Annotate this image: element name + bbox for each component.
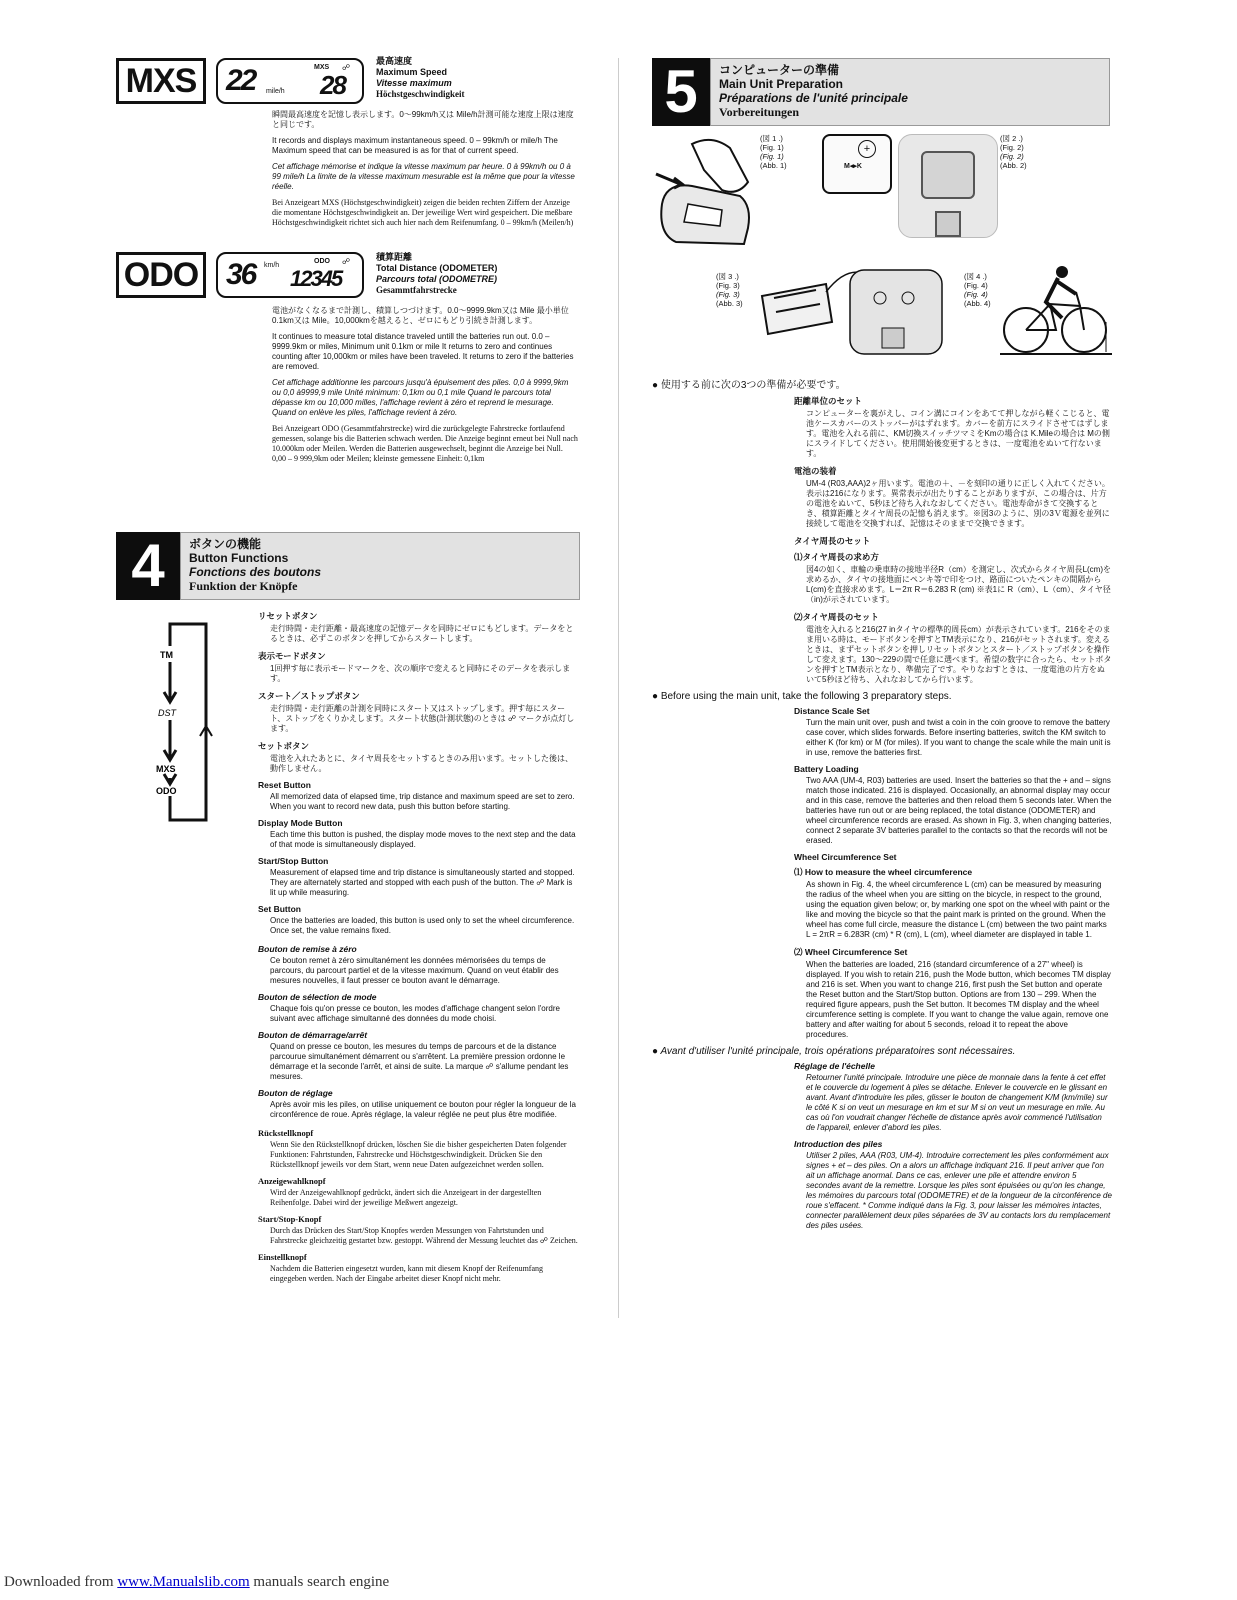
lcd-value: 12345 bbox=[290, 266, 342, 291]
buttons-jp bbox=[258, 610, 580, 774]
footer-suffix: manuals search engine bbox=[249, 1574, 390, 1590]
sec5-jp-heading-3: ⑴タイヤ周長の求め方 bbox=[794, 552, 879, 562]
odo-mode-box: ODO bbox=[116, 252, 206, 298]
sec5-en-text-0: Turn the main unit over, push and twist a coin in the coin groove to remove the battery case cover, which slides forwards. Before inserting batteries, switch the KM switch to either K (for km) or M (for miles). If you want to change the scale while the main unit is in use, remove the batteries first. bbox=[806, 718, 1111, 757]
prep-en bbox=[794, 706, 1112, 1040]
buttons-fr bbox=[258, 944, 580, 1120]
section-4-content bbox=[258, 606, 580, 1290]
buttons-en bbox=[258, 780, 580, 936]
section-5-content bbox=[652, 376, 1112, 1237]
sec4-fr-text-0: Ce bouton remet à zéro simultanément les données mémorisées du temps de parcours, du parcourt partiel et de la vitesse maximum. Quand on veut établir des mesures nouvelles, il faut presser ce bouton avant le démarrage. bbox=[270, 956, 559, 985]
fig1-coin-cover-illustration bbox=[652, 134, 760, 254]
sec4-de-heading-3: Einstellknopf bbox=[258, 1252, 307, 1262]
sec5-en-text-3: As shown in Fig. 4, the wheel circumference L (cm) can be measured by measuring the radius of the wheel when you are sitting on the bicycle, in respect to the ground, using the equation given below; or, by marking one spot on the wheel with paint or the like and moving the bicycle so that the paint mark is printed on the ground. When the wheel has come full circle, measure the distance L (cm) between the two paint marks L = 2πR = 6.283R (cm) * R (cm), L (cm), wheel diameter are displayed in table 1. bbox=[806, 880, 1110, 939]
fig4-bicycle-rider-illustration bbox=[1000, 262, 1112, 362]
sec4-en-heading-1: Display Mode Button bbox=[258, 818, 343, 828]
battery-plus-icon: + bbox=[858, 140, 876, 158]
mxs-p-en: It records and displays maximum instantaneous speed. 0 – 99km/h or mile/h The Maximum speed that can be measured is as for that of current speed. bbox=[272, 136, 558, 155]
odo-p-fr: Cet affichage additionne les parcours jusqu'à épuisement des piles. 0,0 à 9999,9km ou 0,0 à9999,9 mile Unité minimum: 0,1km ou 0,1 mile Quand le parcours total dépasse km ou 10,000 milles, l'affichage revient à zéro et reprend le mesurage. Quand on enlève les piles, l'affichage revient à zéro. bbox=[272, 378, 569, 417]
sec5-en-heading-0: Distance Scale Set bbox=[794, 706, 870, 716]
mode-flow-diagram bbox=[140, 616, 220, 836]
sec4-de-heading-1: Anzeigewahlknopf bbox=[258, 1176, 326, 1186]
sec4-jp-heading-1: 表示モードボタン bbox=[258, 651, 326, 661]
intro-fr: ● Avant d'utiliser l'unité principale, trois opérations préparatoires sont nécessaires. bbox=[652, 1046, 1016, 1057]
buttons-de bbox=[258, 1128, 580, 1284]
sec4-fr-heading-1: Bouton de sélection de mode bbox=[258, 992, 377, 1002]
sec5-jp-text-3: 図4の如く、車輪の乗車時の接地半径R（cm）を測定し、次式からタイヤ周長L(cm)を求めるか、タイヤの接地面にペンキ等で印をつけ、路面についたペンキの間隔からL(cm)を直接求めます。L＝2π R＝6.283 R (cm) ※表1に R（cm）、L（cm）、タイヤ径（in)が示されています。 bbox=[806, 565, 1112, 604]
odo-lcd-display bbox=[216, 252, 364, 298]
sec5-fr-text-0: Retourner l'unité principale. Introduire une pièce de monnaie dans la fente à cet effet et le couvercle du logement à piles se détache. Enlever le couvercle en le glissant en avant. Avant d'introduire les piles, glisser le bouton de changement K/M (km/mile) sur le côté K si on veut un mesurage en km et sur M si on veut un mesurage en mile. Au cas où l'on voudrait changer l'échelle de distance après avoir commencé l'utilisation de l'appareil, enlever d'abord les piles. bbox=[806, 1073, 1108, 1132]
sec4-jp-heading-3: セットボタン bbox=[258, 741, 310, 751]
sec5-jp-text-4: 電池を入れると216(27 inタイヤの標準的周長cm）が表示されています。216をそのまま用いる時は、モードボタンを押すとTM表示になり、216がセットされます。変えるときは、まずセットボタンを押しリセットボタンとスタート／ストップボタンを操作して変えます。130〜229の間で任意に選べます。希望の数字に合ったら、セットボタンを押すとTM表示となり、準備完了です。やりなおすときは、一度電池の片方をぬいて5秒ほど待ち、入れなおしてから行います。 bbox=[806, 625, 1112, 684]
flow-dst: DST bbox=[158, 708, 176, 718]
sec4-fr-text-2: Quand on presse ce bouton, les mesures du temps de parcours et de la distance parcourue simultanément démarrent ou s'arrêtent. La première pression ordonne le démarrage et la seconde l'arrêt, et ainsi de suite. La marque ☍ s'allume pendant les mesures. bbox=[270, 1042, 569, 1081]
lcd-run-icon: ☍ bbox=[342, 63, 351, 72]
mxs-description bbox=[272, 110, 578, 234]
sec5-fr-heading-1: Introduction des piles bbox=[794, 1139, 883, 1149]
footer-prefix: Downloaded from bbox=[4, 1574, 118, 1590]
sec4-jp-text-3: 電池を入れたあとに、タイヤ周長をセットするときのみ用います。セットした後は、動作しません。 bbox=[270, 754, 573, 773]
mxs-p-jp: 瞬間最高速度を記憶し表示します。0〜99km/h又は Mile/h計測可能な速度上限は速度と同じです。 bbox=[272, 110, 574, 129]
sec4-fr-heading-3: Bouton de réglage bbox=[258, 1088, 333, 1098]
mxs-lcd-display bbox=[216, 58, 364, 104]
sec4-en-text-2: Measurement of elapsed time and trip distance is simultaneously started and stopped. They are alternately started and stopped with each push of the button. The ☍ Mark is lit up while measuring. bbox=[270, 868, 575, 897]
sec4-jp-text-0: 走行時間・走行距離・最高速度の記憶データを同時にゼロにもどします。データをとるときは、必ずこのボタンを押してからスタートします。 bbox=[270, 624, 574, 643]
fig2-battery-compartment-illustration bbox=[898, 134, 998, 238]
sec4-de-text-1: Wird der Anzeigewahlknopf gedrückt, ändert sich die Anzeigeart in der dargestellten Reihenfolge. Dabei wird der jeweilige Meßwert angezeigt. bbox=[270, 1188, 542, 1207]
intro-en: ● Before using the main unit, take the following 3 preparatory steps. bbox=[652, 691, 952, 702]
mxs-p-de: Bei Anzeigeart MXS (Höchstgeschwindigkeit) zeigen die beiden rechten Ziffern der Anzeige die momentane Höchstgeschwindigkeit an. Der jeweilige Wert wird gespeichert. Die meßbare Höchstgeschwindigkeit richtet sich auch hier nach dem Reifenumfang. 0 – 99km/h (Meilen/h) bbox=[272, 198, 574, 227]
flow-odo: ODO bbox=[156, 786, 177, 796]
prep-fr bbox=[794, 1061, 1112, 1231]
lcd-speed: 36 bbox=[226, 258, 256, 291]
section-5-number: 5 bbox=[652, 58, 710, 126]
odo-titles: 積算距離 Total Distance (ODOMETER) Parcours total (ODOMETRE) Gesammtfahrstrecke bbox=[376, 252, 498, 295]
sec4-de-text-0: Wenn Sie den Rückstellknopf drücken, löschen Sie die bisher gespeicherten Daten folgender Funktionen: Fahrtstunden, Fahrstrecke und Höchstgeschwindigkeit. Drücken Sie den Rückstellknopf jeweils vor dem Start, wenn neue Daten aufgezeichnet werden sollen. bbox=[270, 1140, 567, 1169]
lcd-unit: mile/h bbox=[266, 88, 285, 95]
sec5-en-heading-2: Wheel Circumference Set bbox=[794, 852, 897, 862]
odo-p-jp: 電池がなくなるまで計測し、積算しつづけます。0.0〜9999.9km又は Mile 最小単位0.1km又は Mile。10,000kmを越えると、ゼロにもどり引続き計測します。 bbox=[272, 306, 569, 325]
sec4-de-heading-0: Rückstellknopf bbox=[258, 1128, 314, 1138]
sec4-de-text-2: Durch das Drücken des Start/Stop Knopfes werden Messungen von Fahrtstunden und Fahrstrecke gleichzeitig gestartet bzw. gestoppt. Während der Messung leuchtet das ☍ Zeichen. bbox=[270, 1226, 578, 1245]
sec4-jp-text-2: 走行時間・走行距離の計測を同時にスタート又はストップします。押す毎にスタート、ストップをくりかえします。スタート状態(計測状態)のときは ☍ マークが点灯します。 bbox=[270, 704, 575, 733]
lcd-value: 28 bbox=[320, 70, 345, 100]
sec5-jp-heading-0: 距離単位のセット bbox=[794, 396, 863, 406]
sec5-en-heading-3: ⑴ How to measure the wheel circumference bbox=[794, 867, 973, 877]
sec4-en-heading-2: Start/Stop Button bbox=[258, 856, 329, 866]
fig3-parallel-battery-illustration bbox=[756, 262, 946, 358]
section-5-banner: コンピューターの準備 Main Unit Preparation Préparations de l'unité principale Vorbereitungen bbox=[710, 58, 1110, 126]
lcd-mode: ODO bbox=[314, 258, 330, 265]
sec5-fr-heading-0: Réglage de l'échelle bbox=[794, 1061, 875, 1071]
sec5-fr-text-1: Utiliser 2 piles, AAA (R03, UM-4). Introduire correctement les piles conformément aux signes + et – des piles. On a alors un affichage indiquant 216. Il peut arriver que l'on ait un affichage anormal. Dans ce cas, enlever une pile et attendre environ 5 secondes avant de la remettre. Lorsque les piles sont épuisées ou qu'on les change, les mémoires du parcours total (ODOMETRE) et de la longueur de la circonférence de roue s'effacent. * Comme indiqué dans la Fig. 3, pour laisser les mémoires intactes, connecter parallèlement deux piles séparées de 3V au contacts lors du remplacement des piles usées. bbox=[806, 1151, 1112, 1230]
mxs-p-fr: Cet affichage mémorise et indique la vitesse maximum par heure. 0 à 99km/h ou 0 à 99 mile/h La limite de la vitesse maximum mesurable est la même que pour la vitesse réelle. bbox=[272, 162, 575, 191]
mxs-titles: 最高速度 Maximum Speed Vitesse maximum Höchstgeschwindigkeit bbox=[376, 56, 465, 99]
sec4-fr-heading-0: Bouton de remise à zéro bbox=[258, 944, 357, 954]
sec4-en-text-0: All memorized data of elapsed time, trip distance and maximum speed are set to zero. When you want to record new data, push this button before starting. bbox=[270, 792, 575, 811]
sec5-jp-text-0: コンピューターを裏がえし、コイン溝にコインをあてて押しながら軽くこじると、電池ケースカバーのストッパーがはずれます。カバーを前方にスライドさせてはずします。電池を入れる前に、KM切換スイッチツマミをKmの場合は K.Mileの場合は Mの側にスライドしてください。使用開始後変更するときは、一度電池をぬいて行ないます。 bbox=[806, 409, 1110, 458]
sec4-de-text-3: Nachdem die Batterien eingesetzt wurden, kann mit diesem Knopf der Reifenumfang eingegeben werden. Nach der Eingabe arbeitet dieser Knopf nicht mehr. bbox=[270, 1264, 544, 1283]
fig4-label: (図 4 .) (Fig. 4) (Fig. 4) (Abb. 4) bbox=[964, 272, 991, 308]
sec4-jp-text-1: 1回押す毎に表示モードマークを、次の順序で変えると同時にそのデータを表示します。 bbox=[270, 664, 571, 683]
lcd-speed: 22 bbox=[226, 64, 256, 97]
sec4-en-heading-0: Reset Button bbox=[258, 780, 311, 790]
sec5-en-heading-1: Battery Loading bbox=[794, 764, 859, 774]
km-switch-label: M◂▸K bbox=[844, 163, 862, 170]
sec5-jp-heading-1: 電池の装着 bbox=[794, 466, 837, 476]
odo-description bbox=[272, 306, 578, 470]
lcd-mode: MXS bbox=[314, 64, 330, 71]
sec5-jp-heading-4: ⑵タイヤ周長のセット bbox=[794, 612, 879, 622]
footer bbox=[4, 1574, 389, 1591]
intro-jp: ● 使用する前に次の3つの準備が必要です。 bbox=[652, 380, 846, 391]
sec5-jp-text-1: UM-4 (R03,AAA)2ヶ用います。電池の＋、－を刻印の通りに正しく入れてください。表示は216になります。異常表示が出たりすることがありますが、この場合は、片方の電池をぬいて、5秒ほど待ち入れなおしてください。電池寿命がきて交換するとき、積算距離とタイヤ周長の記憶も消えます。※図3のように、別の3Ｖ電源を並列に接続して電池を交換すれば、記憶はそのままで交換できます。 bbox=[806, 479, 1110, 528]
lcd-run-icon: ☍ bbox=[342, 257, 351, 266]
sec5-en-heading-4: ⑵ Wheel Circumference Set bbox=[794, 947, 908, 957]
section-4-number: 4 bbox=[116, 532, 180, 600]
sec4-fr-text-1: Chaque fois qu'on presse ce bouton, les modes d'affichage changent selon l'ordre suivant avec affichage simultanné des données du mode choisi. bbox=[270, 1004, 560, 1023]
sec4-en-heading-3: Set Button bbox=[258, 904, 301, 914]
sec4-en-text-1: Each time this button is pushed, the display mode moves to the next step and the data of that mode is simultaneously displayed. bbox=[270, 830, 576, 849]
flow-tm: TM bbox=[160, 650, 173, 660]
prep-jp bbox=[794, 395, 1112, 685]
section-4-banner: ボタンの機能 Button Functions Fonctions des boutons Funktion der Knöpfe bbox=[180, 532, 580, 600]
sec4-fr-text-3: Après avoir mis les piles, on utilise uniquement ce bouton pour régler la longueur de la circonférence de roue. Après réglage, la valeur réglée ne peut plus être modifiée. bbox=[270, 1100, 576, 1119]
sec4-en-text-3: Once the batteries are loaded, this button is used only to set the wheel circumference. Once set, the value remains fixed. bbox=[270, 916, 575, 935]
lcd-unit: km/h bbox=[264, 262, 280, 269]
mxs-mode-box: MXS bbox=[116, 58, 206, 104]
sec4-fr-heading-2: Bouton de démarrage/arrêt bbox=[258, 1030, 368, 1040]
sec4-jp-heading-0: リセットボタン bbox=[258, 611, 318, 621]
sec5-en-text-4: When the batteries are loaded, 216 (standard circumference of a 27" wheel) is displayed. If you wish to retain 216, push the Mode button, which becomes TM display and 216 is set. When you want to change 216, first push the Set button and operate the Reset button and the Start/Stop button. Options are from 130 – 299. When the required figure appears, push the Set button. It becomes TM display and the wheel circumference setting is complete. If you want to change the value again, remove one battery and after waiting for about 5 seconds, reload it to repeat the above procedures. bbox=[806, 960, 1111, 1039]
sec5-en-text-1: Two AAA (UM-4, R03) batteries are used. Insert the batteries so that the + and – signs match those indicated. 216 is displayed. Occasionally, an abnormal display may occur and in this case, remove the batteries and then reload them 5 seconds later. When the batteries have run out or are being replaced, the total distance (ODOMETER) and wheel circumference records are erased. As shown in Fig. 3, when changing batteries, connect 2 separate 3V batteries parallel to the contacts so that the records will not be erased. bbox=[806, 776, 1112, 845]
odo-p-de: Bei Anzeigeart ODO (Gesammtfahrstrecke) wird die zurückgelegte Fahrstrecke fortlaufend gemessen, solange bis die Batterien schwach werden. Die Anzeige beginnt erneut bei Null nach 10.000km oder Meilen. Werden die Batterien ausgewechselt, beginnt die Anzeige bei Null. 0,00 – 9 999,9km oder Meilen; kleinste gemessene Einheit: 0,1km bbox=[272, 424, 578, 463]
manualslib-link[interactable]: www.Manualslib.com bbox=[117, 1574, 250, 1590]
flow-mxs: MXS bbox=[156, 764, 176, 774]
sec4-de-heading-2: Start/Stop-Knopf bbox=[258, 1214, 322, 1224]
column-divider bbox=[618, 58, 619, 1318]
km-switch-illustration bbox=[822, 134, 892, 194]
fig1-label: (図 1 .) (Fig. 1) (Fig. 1) (Abb. 1) bbox=[760, 134, 787, 170]
fig2-label: (図 2 .) (Fig. 2) (Fig. 2) (Abb. 2) bbox=[1000, 134, 1027, 170]
sec5-jp-heading-2: タイヤ周長のセット bbox=[794, 536, 871, 546]
fig3-label: (図 3 .) (Fig. 3) (Fig. 3) (Abb. 3) bbox=[716, 272, 743, 308]
sec4-jp-heading-2: スタート／ストップボタン bbox=[258, 691, 360, 701]
odo-p-en: It continues to measure total distance traveled untill the batteries run out. 0.0 – 9999.9km or miles, Minimum unit 0.1km or mile It returns to zero and continues counting after 10,000km or miles have been traveled. It returns to zero if the batteries are removed. bbox=[272, 332, 574, 371]
